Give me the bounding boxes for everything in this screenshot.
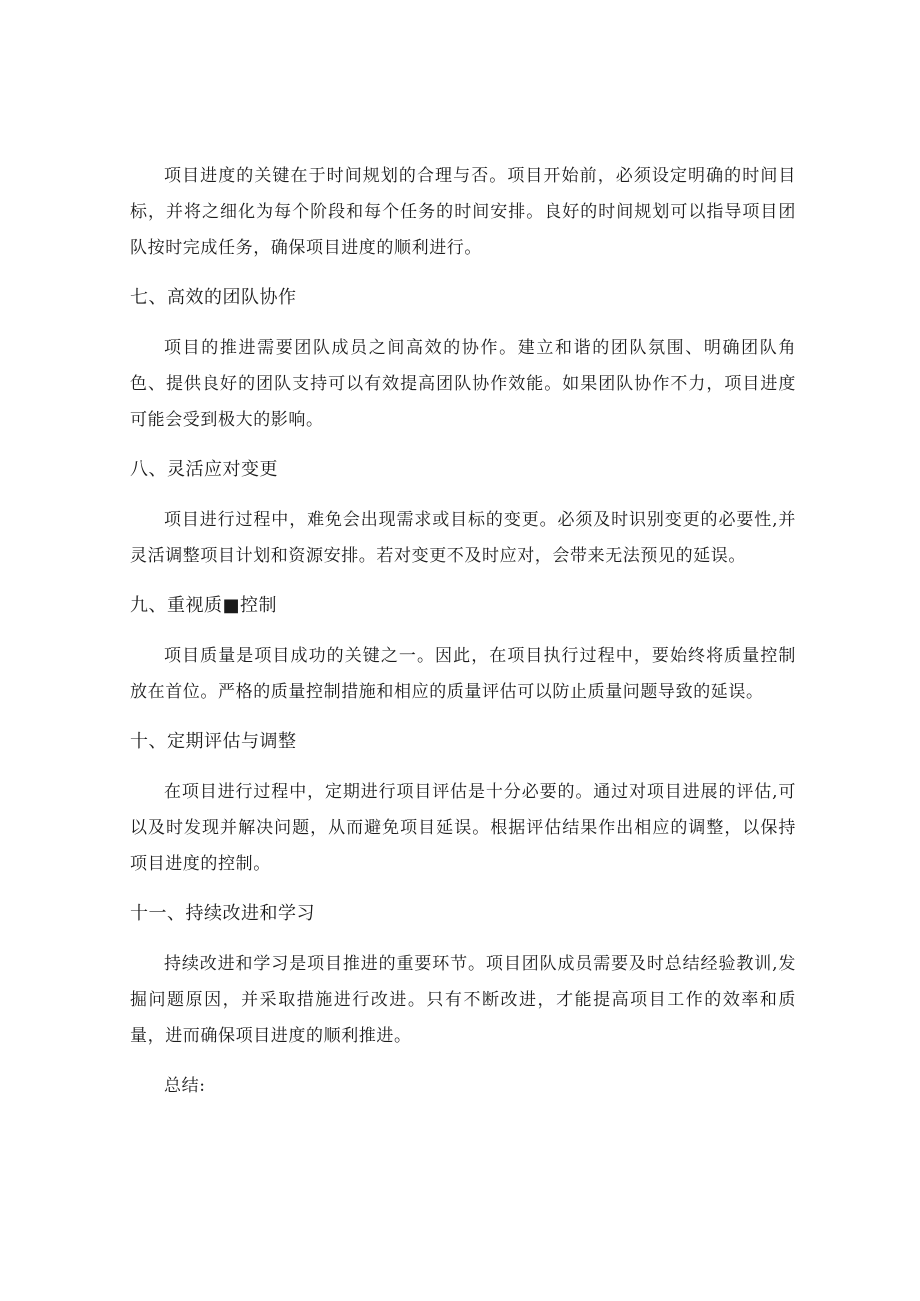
section-heading-7: 七、高效的团队协作: [130, 287, 297, 308]
section-body-8: 项目进行过程中，难免会出现需求或目标的变更。必须及时识别变更的必要性,并灵活调整项目计划和资源安排。若对变更不及时应对，会带来无法预见的延误。: [130, 510, 796, 566]
section-heading-9: 九、重视质■控制: [130, 595, 278, 616]
document-page: [130, 158, 796, 1104]
section-body-7: 项目的推进需要团队成员之间高效的协作。建立和谐的团队氛围、明确团队角色、提供良好的团队支持可以有效提高团队协作效能。如果团队协作不力，项目进度可能会受到极大的影响。: [130, 338, 796, 430]
section-body-9: 项目质量是项目成功的关键之一。因此，在项目执行过程中，要始终将质量控制放在首位。严格的质量控制措施和相应的质量评估可以防止质量问题导致的延误。: [130, 646, 796, 702]
intro-paragraph: 项目进度的关键在于时间规划的合理与否。项目开始前，必须设定明确的时间目标，并将之细化为每个阶段和每个任务的时间安排。良好的时间规划可以指导项目团队按时完成任务，确保项目进度的顺利进行。: [130, 166, 796, 258]
section-body-11: 持续改进和学习是项目推进的重要环节。项目团队成员需要及时总结经验教训,发掘问题原因，并采取措施进行改进。只有不断改进，才能提高项目工作的效率和质量，进而确保项目进度的顺利推进。: [130, 954, 796, 1046]
section-heading-11: 十一、持续改进和学习: [130, 903, 315, 924]
section-heading-10: 十、定期评估与调整: [130, 731, 297, 752]
section-heading-8: 八、灵活应对变更: [130, 459, 278, 480]
section-body-10: 在项目进行过程中，定期进行项目评估是十分必要的。通过对项目进展的评估,可以及时发现并解决问题，从而避免项目延误。根据评估结果作出相应的调整，以保持项目进度的控制。: [130, 782, 796, 874]
summary-label: 总结:: [164, 1076, 206, 1096]
